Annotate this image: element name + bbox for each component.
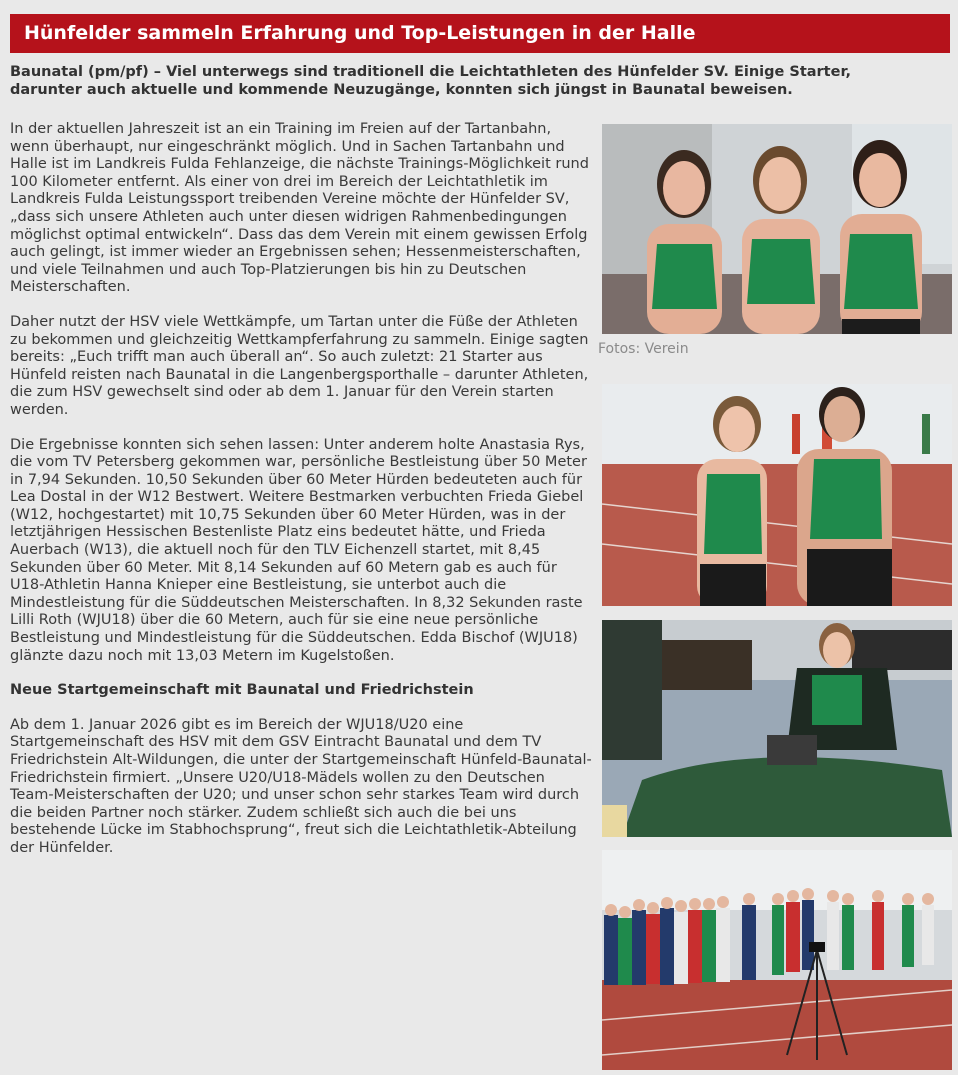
body-paragraph-3: Die Ergebnisse konnten sich sehen lassen: Unter anderem holte Anastasia Rys, die vom TV Petersberg gekommen war, persönliche Bestleistung über 50 Meter in 7,94 Sekunden. 10,50 Sekunden über 60 Meter Hürden bedeuteten auch für Lea Dostal in der W12 Bestwert. Weitere Bestmarken verbuchten Frieda Giebel (W12, hochgestartet) mit 10,75 Sekunden über 60 Meter Hürden, was in der letztjährigen Hessischen Bestenliste Platz eins bedeutet hätte, und Frieda Auerbach (W13), die aktuell noch für den TLV Eichenzell startet, mit 8,45 Sekunden über 60 Meter. Mit 8,14 Sekunden auf 60 Metern gab es auch für U18-Athletin Hanna Knieper eine Bestleistung, sie unterbot auch die Mindestleistung für die Süddeutschen Meisterschaften. In 8,32 Sekunden raste Lilli Roth (WJU18) über die 60 Metern, auch für sie eine neue persönliche Bestleistung und Mindestleistung für die Süddeutschen. Edda Bischof (WJU18) glänzte dazu noch mit 13,03 Metern im Kugelstoßen. <box>10 436 587 664</box>
photo-two-athletes <box>602 384 952 606</box>
body-paragraph-2: Daher nutzt der HSV viele Wettkämpfe, um Tartan unter die Füße der Athleten zu bekommen und gleichzeitig Wettkampferfahrung zu sammeln. Einige sagten bereits: „Euch trifft man auch überall an“. So auch zuletzt: 21 Starter aus Hünfeld reisten nach Baunatal in die Langenbergsporthalle – darunter Athleten, die zum HSV gewechselt sind oder ab dem 1. Januar für den Verein starten werden. <box>10 313 589 418</box>
photo-caption: Fotos: Verein <box>598 341 689 357</box>
photo-three-athletes <box>602 124 952 334</box>
body-paragraph-1: In der aktuellen Jahreszeit ist an ein Training im Freien auf der Tartanbahn, wenn überhaupt, nur eingeschränkt möglich. Und in Sachen Tartanbahn und Halle ist im Landkreis Fulda Fehlanzeige, die nächste Trainings-Möglichkeit rund 100 Kilometer entfernt. Als einer von drei im Bereich der Leichtathletik im Landkreis Fulda Leistungssport treibenden Vereine möchte der Hünfelder SV, „dass sich unsere Athleten auch unter diesen widrigen Rahmenbedingungen möglichst optimal entwickeln“. Dass das dem Verein mit einem gewissen Erfolg auch gelingt, ist immer wieder an Ergebnissen sehen; Hessenmeisterschaften, und viele Teilnahmen und auch Top-Platzierungen bis hin zu Deutschen Meisterschaften. <box>10 121 589 296</box>
body-paragraph-4: Ab dem 1. Januar 2026 gibt es im Bereich der WJU18/U20 eine Startgemeinschaft des HSV mit dem GSV Eintracht Baunatal und dem TV Friedrichstein Alt-Wildungen, die unter der Startgemeinschaft Hünfeld-Baunatal-Friedrichstein firmiert. „Unsere U20/U18-Mädels wollen zu den Deutschen Team-Meisterschaften der U20; und unser schon sehr starkes Team wird durch die beiden Partner noch stärker. Zudem schließt sich auch die bei uns bestehende Lücke im Stabhochsprung“, freut sich die Leichtathletik-Abteilung der Hünfelder. <box>10 716 592 856</box>
photo-group-lineup <box>602 850 952 1070</box>
photo-athlete-seated <box>602 620 952 837</box>
article-body <box>10 121 592 875</box>
article-lead: Baunatal (pm/pf) – Viel unterwegs sind traditionell die Leichtathleten des Hünfelder SV. Einige Starter, darunter auch aktuelle und kommende Neuzugänge, konnten sich jüngst in Baunatal beweisen. <box>10 64 851 98</box>
article-subheading: Neue Startgemeinschaft mit Baunatal und Friedrichstein <box>10 682 474 699</box>
article-headline: Hünfelder sammeln Erfahrung und Top-Leistungen in der Halle <box>10 14 950 53</box>
